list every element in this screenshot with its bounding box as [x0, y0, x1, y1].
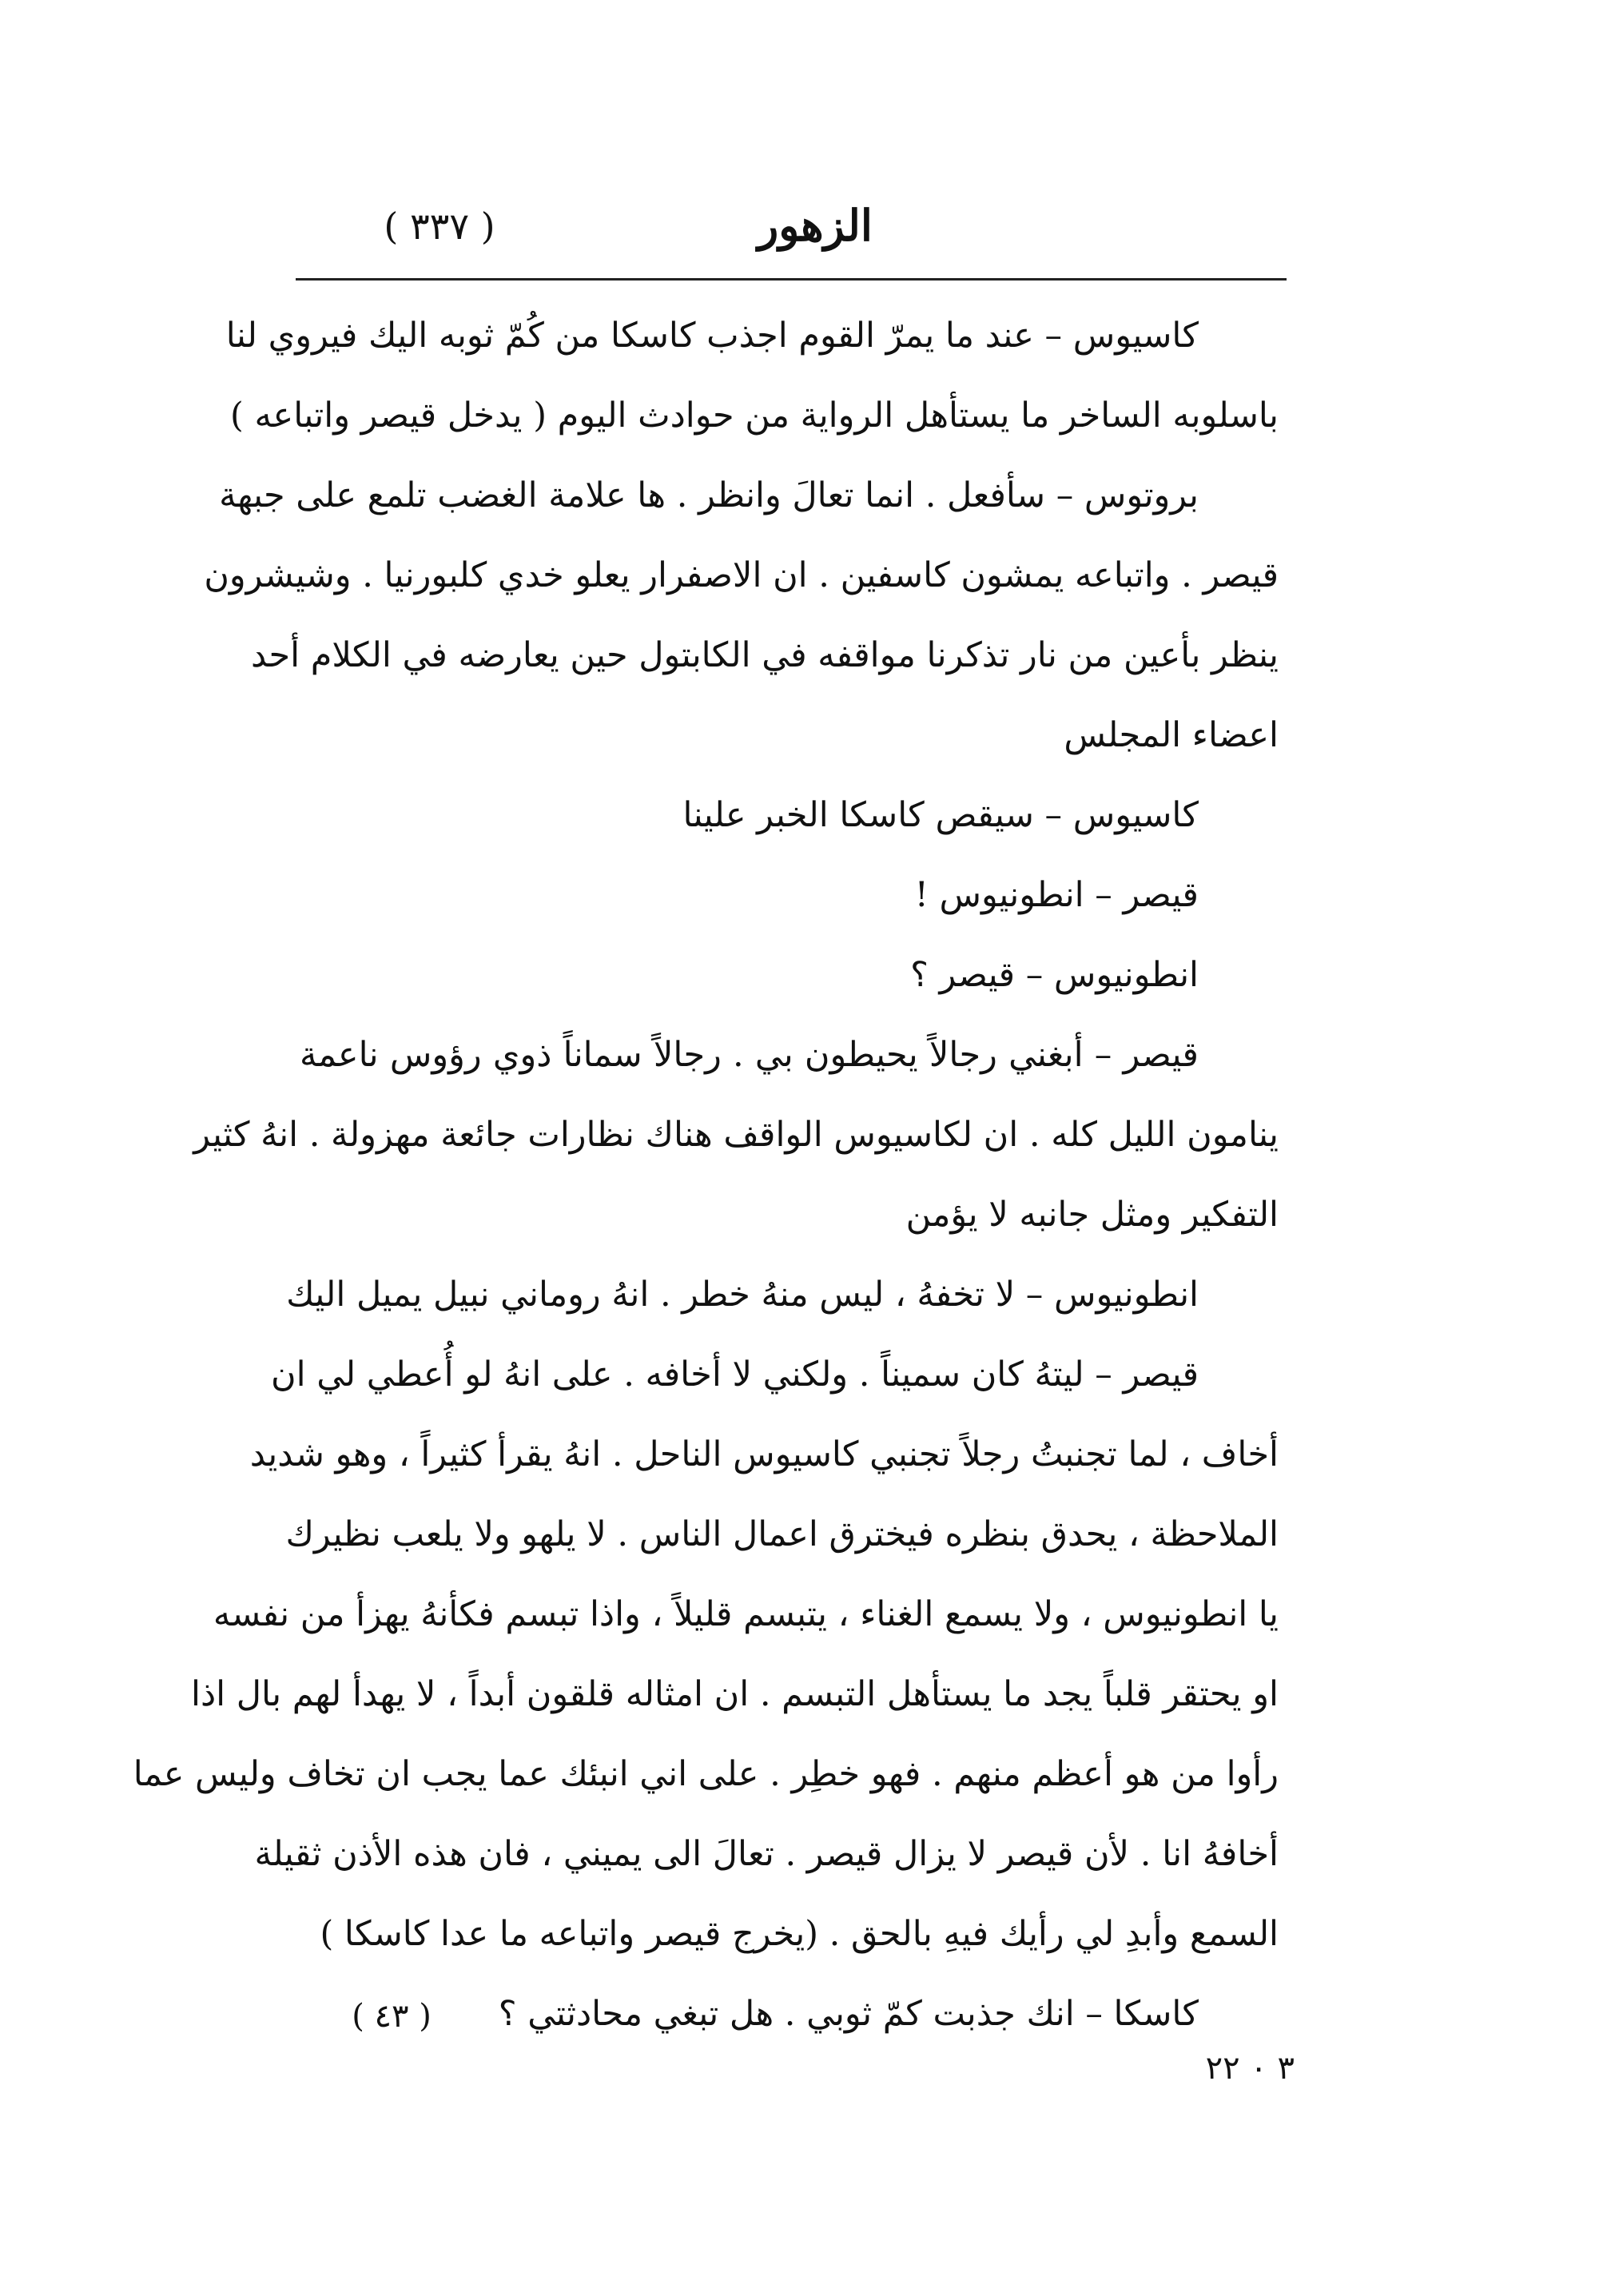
- text-line: يا انطونيوس ، ولا يسمع الغناء ، يتبسم قليلاً ، واذا تبسم فكأنهُ يهزأ من نفسه: [213, 1594, 1279, 1634]
- text-line: رأوا من هو أعظم منهم . فهو خطِر . على اني انبئك عما يجب ان تخاف وليس عما: [133, 1754, 1279, 1794]
- page-number: ( ٣٣٧ ): [384, 205, 495, 248]
- text-line: كاسيوس – عند ما يمرّ القوم اجذب كاسكا من كُمّ ثوبه اليك فيروي لنا: [225, 316, 1199, 356]
- running-title: الزهور: [758, 200, 873, 251]
- text-line: كاسيوس – سيقص كاسكا الخبر علينا: [682, 795, 1199, 835]
- page-header: [296, 200, 1287, 280]
- text-line: انطونيوس – قيصر ؟: [910, 955, 1199, 995]
- text-line: قيصر . واتباعه يمشون كاسفين . ان الاصفرار يعلو خدي كلبورنيا . وشيشرون: [204, 555, 1279, 595]
- text-line: او يحتقر قلباً يجد ما يستأهل التبسم . ان امثاله قلقون أبداً ، لا يهدأ لهم بال اذا: [191, 1674, 1279, 1714]
- text-line: بروتوس – سأفعل . انما تعالَ وانظر . ها علامة الغضب تلمع على جبهة: [219, 476, 1199, 515]
- text-line: قيصر – أبغني رجالاً يحيطون بي . رجالاً سماناً ذوي رؤوس ناعمة: [300, 1035, 1199, 1075]
- text-line: قيصر – انطونيوس !: [914, 875, 1199, 915]
- signature-mark: ( ٤٣ ): [352, 1998, 432, 2035]
- text-line: باسلوبه الساخر ما يستأهل الرواية من حوادث اليوم ( يدخل قيصر واتباعه ): [230, 396, 1279, 436]
- body-text: [133, 296, 1279, 2054]
- text-line: الملاحظة ، يحدق بنظره فيخترق اعمال الناس . لا يلهو ولا يلعب نظيرك: [285, 1514, 1279, 1554]
- text-line: السمع وأبدِ لي رأيك فيهِ بالحق . (يخرج قيصر واتباعه ما عدا كاسكا ): [320, 1914, 1279, 1954]
- text-line: ينامون الليل كله . ان لكاسيوس الواقف هناك نظارات جائعة مهزولة . انهُ كثير: [193, 1115, 1279, 1155]
- text-line: كاسكا – انك جذبت كمّ ثوبي . هل تبغي محادثتي ؟: [498, 1994, 1199, 2034]
- text-line: اعضاء المجلس: [1064, 715, 1279, 755]
- text-line: التفكير ومثل جانبه لا يؤمن: [905, 1195, 1279, 1235]
- header-rule: [296, 278, 1287, 281]
- text-line: أخاف ، لما تجنبتُ رجلاً تجنبي كاسيوس الناحل . انهُ يقرأ كثيراً ، وهو شديد: [249, 1435, 1279, 1474]
- print-code: ٣ ٠ ٢٢: [1205, 2050, 1295, 2087]
- text-line: ينظر بأعين من نار تذكرنا مواقفه في الكابتول حين يعارضه في الكلام أحد: [250, 635, 1279, 675]
- text-line: قيصر – ليتهُ كان سميناً . ولكني لا أخافه . على انهُ لو أُعطي لي ان: [271, 1355, 1199, 1395]
- text-line: أخافهُ انا . لأن قيصر لا يزال قيصر . تعالَ الى يميني ، فان هذه الأذن ثقيلة: [254, 1834, 1279, 1874]
- text-line: انطونيوس – لا تخفهُ ، ليس منهُ خطر . انهُ روماني نبيل يميل اليك: [286, 1275, 1199, 1315]
